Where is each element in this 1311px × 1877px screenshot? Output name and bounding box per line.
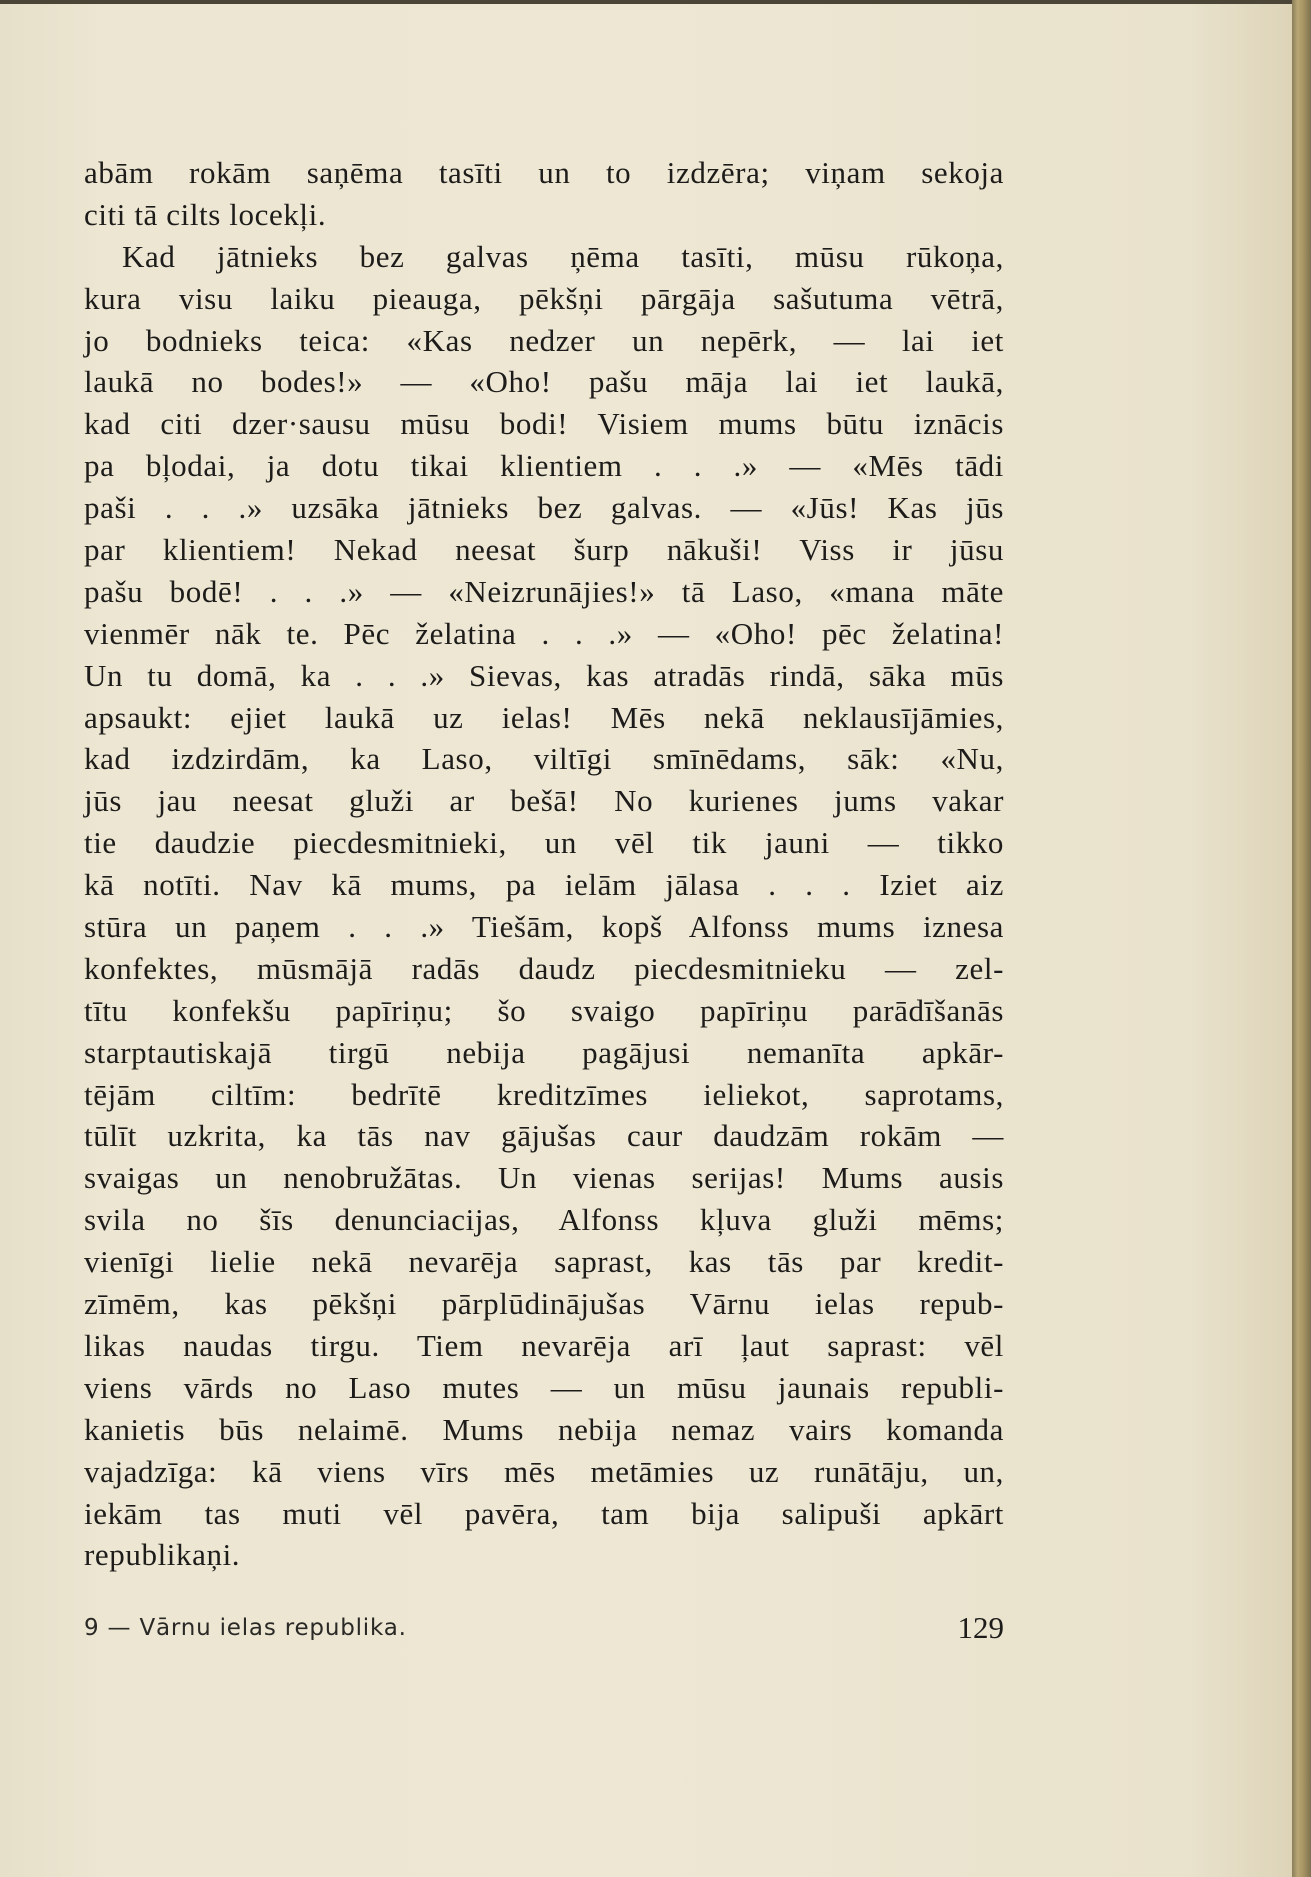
text-line: abām rokām saņēma tasīti un to izdzēra; viņam sekoja (84, 155, 1004, 190)
text-line: zīmēm, kas pēkšņi pārplūdinājušas Vārnu ielas repub- (84, 1286, 1004, 1322)
text-line: svila no šīs denunciacijas, Alfonss kļuva gluži mēms; (84, 1202, 1004, 1238)
text-line: laukā no bodes!» — «Oho! pašu māja lai iet laukā, (84, 364, 1004, 400)
text-line: iekām tas muti vēl pavēra, tam bija salipuši apkārt (84, 1495, 1004, 1531)
text-line: tējām ciltīm: bedrītē kreditzīmes ieliekot, saprotams, (84, 1076, 1004, 1112)
text-line: citi tā cilts locekļi. (84, 196, 327, 232)
text-line: pašu bodē! . . .» — «Neizrunājies!» tā Laso, «mana māte (84, 573, 1004, 609)
text-line: kad izdzirdām, ka Laso, viltīgi smīnēdams, sāk: «Nu, (84, 741, 1004, 777)
text-line: kura visu laiku pieauga, pēkšņi pārgāja sašutuma vētrā, (84, 280, 1004, 316)
text-line: Un tu domā, ka . . .» Sievas, kas atradās rindā, sāka mūs (84, 657, 1004, 693)
page-number: 129 (957, 1610, 1004, 1645)
text-line: kanietis būs nelaimē. Mums nebija nemaz vairs komanda (84, 1411, 1004, 1447)
text-line: svaigas un nenobružātas. Un vienas serijas! Mums ausis (84, 1160, 1004, 1196)
text-line: jo bodnieks teica: «Kas nedzer un nepērk, — lai iet (84, 322, 1004, 358)
text-line: starptautiskajā tirgū nebija pagājusi nemanīta apkār- (84, 1034, 1004, 1070)
text-line: stūra un paņem . . .» Tiešām, kopš Alfonss mums iznesa (84, 909, 1004, 945)
text-line: konfektes, mūsmājā radās daudz piecdesmitnieku — zel- (84, 950, 1004, 986)
text-line: kā notīti. Nav kā mums, pa ielām jālasa . . . Iziet aiz (84, 867, 1004, 903)
text-line: jūs jau neesat gluži ar bešā! No kurienes jums vakar (84, 783, 1004, 819)
page-top-edge (0, 0, 1292, 4)
text-line: paši . . .» uzsāka jātnieks bez galvas. — «Jūs! Kas jūs (84, 490, 1004, 526)
text-line: republikaņi. (84, 1537, 241, 1573)
text-line: likas naudas tirgu. Tiem nevarēja arī ļaut saprast: vēl (84, 1327, 1004, 1363)
book-edge (1292, 0, 1311, 1877)
text-line: apsaukt: ejiet laukā uz ielas! Mēs nekā neklausījāmies, (84, 699, 1004, 735)
text-line: tūlīt uzkrita, ka tās nav gājušas caur daudzām rokām — (84, 1118, 1004, 1154)
body-text (84, 152, 1004, 1576)
text-line: par klientiem! Nekad neesat šurp nākuši! Viss ir jūsu (84, 532, 1004, 568)
text-line: pa bļodai, ja dotu tikai klientiem . . .» — «Mēs tādi (84, 448, 1004, 484)
text-line: Kad jātnieks bez galvas ņēma tasīti, mūsu rūkoņa, (122, 238, 1004, 274)
text-line: kad citi dzer·sausu mūsu bodi! Visiem mums būtu iznācis (84, 406, 1004, 442)
text-line: vienmēr nāk te. Pēc želatina . . .» — «Oho! pēc želatina! (84, 615, 1004, 651)
text-line: vienīgi lielie nekā nevarēja saprast, kas tās par kredit- (84, 1244, 1004, 1280)
text-line: tītu konfekšu papīriņu; šo svaigo papīriņu parādīšanās (84, 992, 1004, 1028)
text-line: tie daudzie piecdesmitnieki, un vēl tik jauni — tikko (84, 825, 1004, 861)
signature-mark: 9 — Vārnu ielas republika. (84, 1615, 407, 1641)
text-line: viens vārds no Laso mutes — un mūsu jaunais republi- (84, 1369, 1004, 1405)
text-line: vajadzīga: kā viens vīrs mēs metāmies uz runātāju, un, (84, 1453, 1004, 1489)
